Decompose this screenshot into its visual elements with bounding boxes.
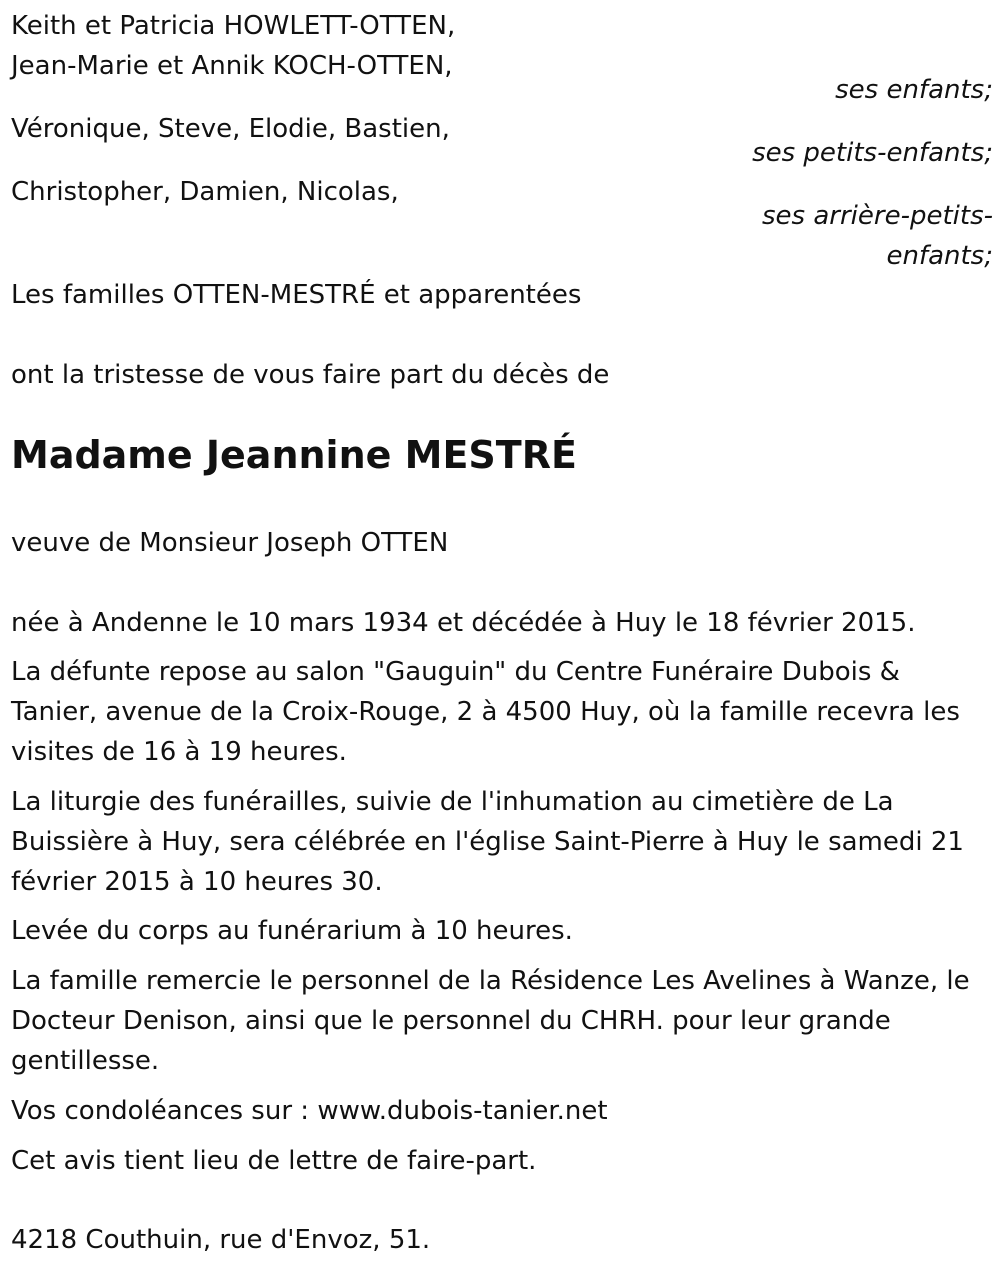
great-grandchildren-line: Christopher, Damien, Nicolas, xyxy=(11,177,399,207)
birth-death-paragraph: née à Andenne le 10 mars 1934 et décédée à Huy le 18 février 2015. xyxy=(11,608,916,638)
address-line: 4218 Couthuin, rue d'Envoz, 51. xyxy=(11,1225,431,1255)
thanks-paragraph: La famille remercie le personnel de la Résidence Les Avelines à Wanze, le Docteur Denison, ainsi que le personnel du CHRH. pour leur grande gentillesse. xyxy=(11,966,970,1076)
grandchildren-role: ses petits-enfants; xyxy=(752,138,993,168)
deceased-name: Madame Jeannine MESTRÉ xyxy=(11,433,577,477)
announcement-line: ont la tristesse de vous faire part du décès de xyxy=(11,360,610,390)
obituary-notice xyxy=(11,0,993,1273)
funeral-paragraph: La liturgie des funérailles, suivie de l'inhumation au cimetière de La Buissière à Huy, sera célébrée en l'église Saint-Pierre à Huy le samedi 21 février 2015 à 10 heures 30. xyxy=(11,787,964,897)
children-line-1: Keith et Patricia HOWLETT-OTTEN, xyxy=(11,11,456,41)
great-grandchildren-role: ses arrière-petits-enfants; xyxy=(762,201,993,271)
children-role: ses enfants; xyxy=(835,75,993,105)
visitation-paragraph: La défunte repose au salon "Gauguin" du Centre Funéraire Dubois & Tanier, avenue de la Croix-Rouge, 2 à 4500 Huy, où la famille recevra les visites de 16 à 19 heures. xyxy=(11,657,960,767)
grandchildren-line: Véronique, Steve, Elodie, Bastien, xyxy=(11,114,450,144)
children-line-2: Jean-Marie et Annik KOCH-OTTEN, xyxy=(11,51,453,81)
departure-paragraph: Levée du corps au funérarium à 10 heures. xyxy=(11,916,573,946)
notice-line: Cet avis tient lieu de lettre de faire-part. xyxy=(11,1146,537,1176)
relatives-line: Les familles OTTEN-MESTRÉ et apparentées xyxy=(11,280,582,310)
widow-of-line: veuve de Monsieur Joseph OTTEN xyxy=(11,528,449,558)
condolences-line: Vos condoléances sur : www.dubois-tanier.net xyxy=(11,1096,608,1126)
